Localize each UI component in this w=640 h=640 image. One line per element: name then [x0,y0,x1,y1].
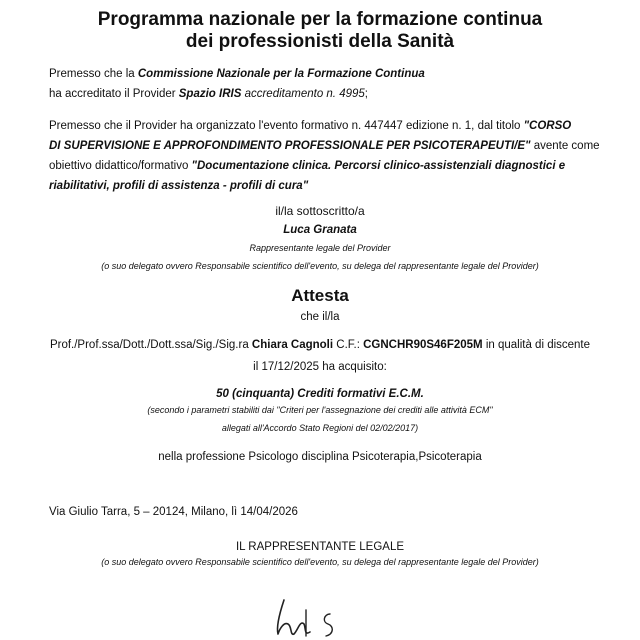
participant-line: Prof./Prof.ssa/Dott./Dott.ssa/Sig./Sig.ra Chiara Cagnoli C.F.: CGNCHR90S46F205M in qualità di discente [49,339,591,351]
commission-name: Commissione Nazionale per la Formazione Continua [137,68,425,80]
provider-name: Spazio IRIS [178,88,242,100]
header-title-line1: Programma nazionale per la formazione continua [97,9,543,30]
attesta-heading: Attesta [291,286,349,305]
profession-line: nella professione Psicologo disciplina Psicoterapia,Psicoterapia [158,451,482,463]
signer-intro: il/la sottoscritto/a [275,204,365,218]
event-paragraph: Premesso che il Provider ha organizzato l'evento formativo n. 447447 edizione n. 1, dal titolo "CORSO DI SUPERVISIONE E APPROFONDIMENTO PROFESSIONALE PER PSICOTERAPEUTI/E" avente come obiettivo didattico/formativo "Documentazione clinica. Percorsi clinico-assistenziali diagnostici e riabilitativi, profili di assistenza - profili di cura" [49,120,600,192]
objective-start: "Documentazione clinica. Percorsi clinico-assistenziali diagnostici e [191,160,566,172]
event-title-start: "CORSO [523,120,572,132]
credits-note-line1: (secondo i parametri stabiliti dai "Criteri per l'assegnazione dei crediti alle attività ECM" [147,405,493,415]
objective-end: riabilitativi, profili di assistenza - profili di cura" [49,180,309,192]
header-title-line2: dei professionisti della Sanità [185,31,455,52]
signature-image [270,592,360,640]
participant-name: Chiara Cagnoli [251,339,334,351]
place-date: Via Giulio Tarra, 5 – 20124, Milano, lì 14/04/2026 [49,506,298,518]
credits-main: 50 (cinquanta) Crediti formativi E.C.M. [216,388,424,400]
event-title-end: DI SUPERVISIONE E APPROFONDIMENTO PROFESSIONALE PER PSICOTERAPEUTI/E" [49,140,531,152]
acquisition-date: il 17/12/2025 ha acquisito: [253,361,387,373]
legal-rep-label: IL RAPPRESENTANTE LEGALE [235,541,405,553]
signer-name: Luca Granata [283,224,357,236]
attesta-che: che il/la [300,311,340,323]
signer-role: Rappresentante legale del Provider [249,243,391,253]
accreditation-number: accreditamento n. 4995 [241,88,365,100]
credits-note-line2: allegati all'Accordo Stato Regioni del 02/02/2017) [221,423,419,433]
provider-paragraph: Premesso che la Commissione Nazionale per la Formazione Continua ha accreditato il Provider Spazio IRIS accreditamento n. 4995; [49,68,425,100]
signer-delegate-note: (o suo delegato ovvero Responsabile scientifico dell'evento, su delega del rappresentante legale del Provider) [101,261,539,271]
fiscal-code: CGNCHR90S46F205M [363,339,483,351]
legal-rep-note: (o suo delegato ovvero Responsabile scientifico dell'evento, su delega del rappresentante legale del Provider) [101,557,539,567]
